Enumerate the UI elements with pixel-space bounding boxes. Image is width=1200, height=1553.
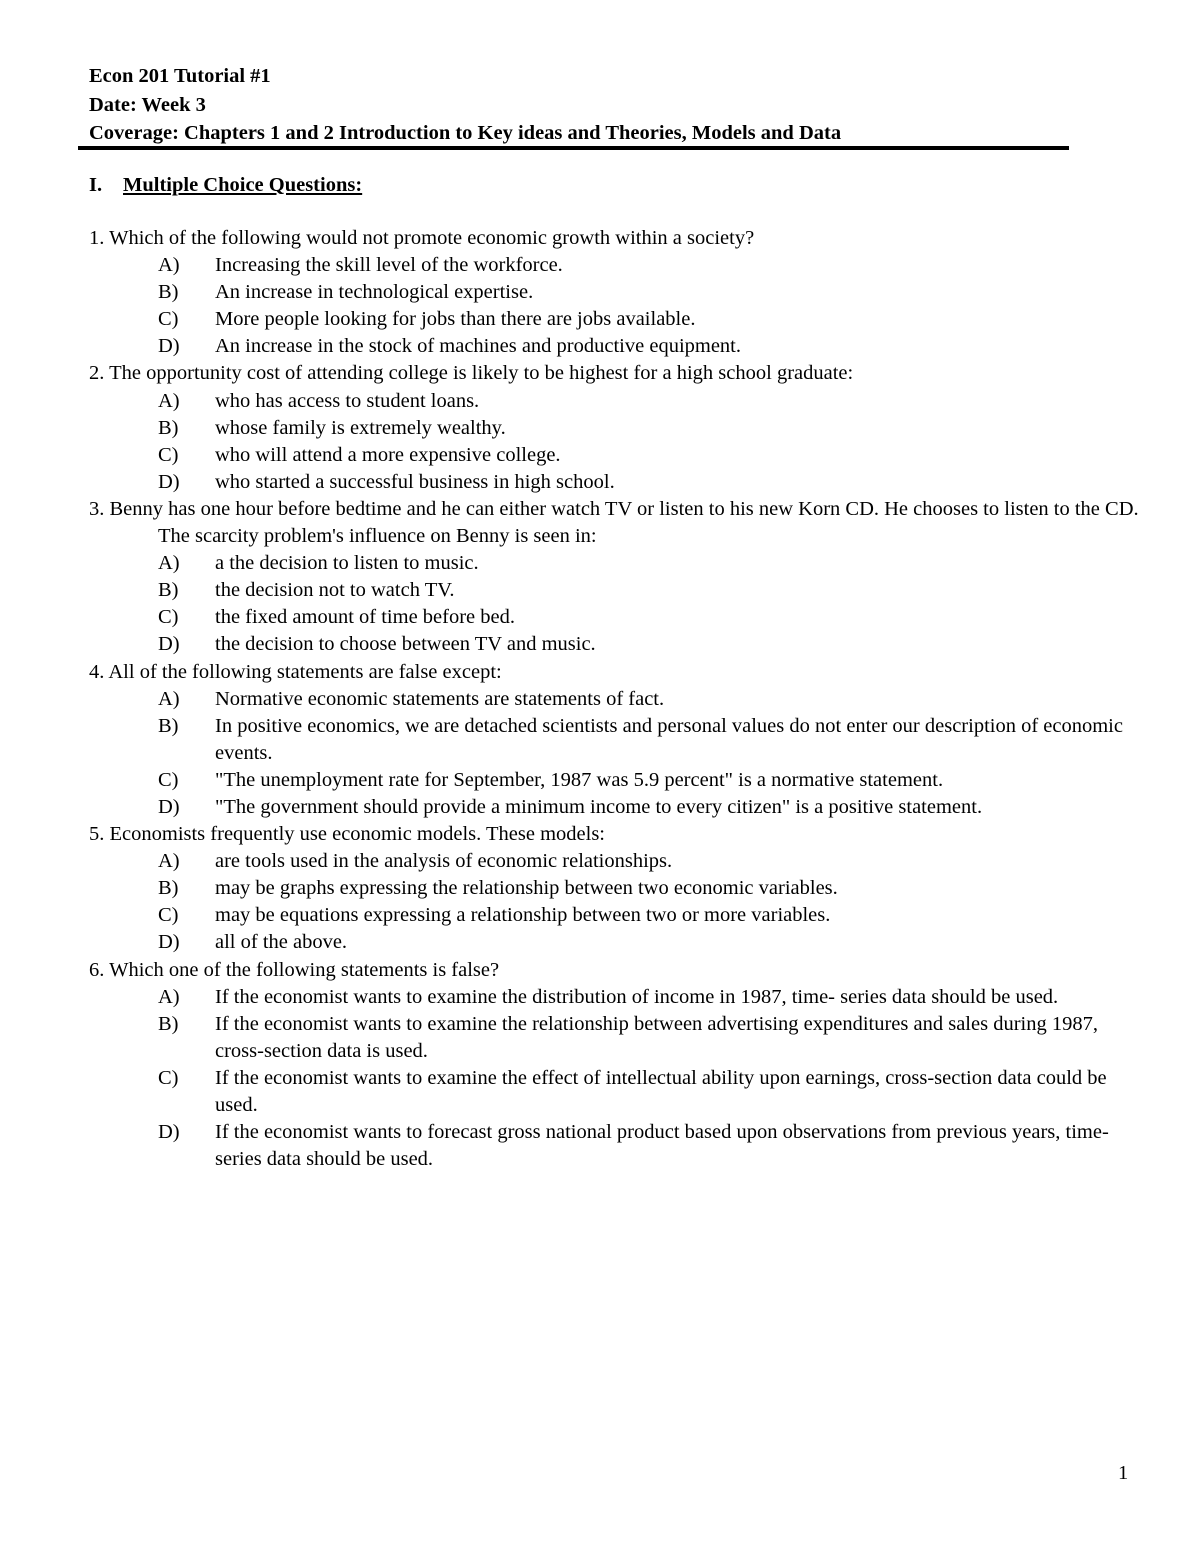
question-6: [89, 957, 1149, 1174]
option-d: [89, 631, 1149, 658]
option-text: who started a successful business in high school.: [215, 470, 615, 493]
option-text: Increasing the skill level of the workforce.: [215, 254, 563, 277]
option-text: An increase in the stock of machines and productive equipment.: [215, 335, 742, 358]
question-stem: 3. Benny has one hour before bedtime and he can either watch TV or listen to his new Korn CD. He chooses to listen to the CD. The scarcity problem's influence on Benny is seen in:: [89, 497, 1139, 548]
option-text: If the economist wants to examine the effect of intellectual ability upon earnings, cross-section data could be used.: [215, 1066, 1107, 1116]
question-stem: 5. Economists frequently use economic models. These models:: [89, 823, 606, 846]
option-a: [89, 686, 1149, 713]
question-3: [89, 496, 1149, 659]
option-text: a the decision to listen to music.: [215, 552, 479, 575]
option-letter: D): [158, 795, 180, 818]
option-letter: B): [158, 281, 179, 304]
option-c: [89, 604, 1149, 631]
question-stem: 2. The opportunity cost of attending college is likely to be highest for a high school graduate:: [89, 362, 854, 385]
option-d: [89, 794, 1149, 821]
option-letter: B): [158, 579, 179, 602]
section-title: Multiple Choice Questions:: [123, 174, 363, 196]
option-text: who has access to student loans.: [215, 389, 480, 412]
option-text: the decision to choose between TV and music.: [215, 633, 596, 656]
option-b: [89, 1011, 1149, 1065]
tutorial-date: Date: Week 3: [89, 93, 206, 116]
header-divider: [78, 146, 1069, 150]
option-text: the decision not to watch TV.: [215, 579, 455, 602]
option-d: [89, 333, 1149, 360]
option-b: [89, 875, 1149, 902]
question-5: [89, 821, 1149, 956]
option-letter: C): [158, 606, 179, 629]
option-letter: D): [158, 470, 180, 493]
option-letter: C): [158, 443, 179, 466]
option-letter: D): [158, 335, 180, 358]
option-text: are tools used in the analysis of economic relationships.: [215, 850, 673, 873]
tutorial-title: Econ 201 Tutorial #1: [89, 65, 271, 87]
option-b: [89, 713, 1149, 767]
option-c: [89, 442, 1149, 469]
option-letter: A): [158, 687, 180, 710]
option-c: [89, 902, 1149, 929]
option-letter: A): [158, 552, 180, 575]
option-a: [89, 252, 1149, 279]
option-text: "The unemployment rate for September, 1987 was 5.9 percent" is a normative statement.: [215, 768, 944, 791]
option-text: who will attend a more expensive college.: [215, 443, 561, 466]
question-stem: 4. All of the following statements are false except:: [89, 660, 502, 683]
option-text: whose family is extremely wealthy.: [215, 416, 506, 439]
option-text: More people looking for jobs than there are jobs available.: [215, 308, 696, 331]
option-letter: D): [158, 931, 180, 954]
option-d: [89, 929, 1149, 956]
option-text: If the economist wants to examine the distribution of income in 1987, time- series data should be used.: [215, 985, 1059, 1008]
option-letter: A): [158, 389, 180, 412]
option-letter: B): [158, 877, 179, 900]
option-b: [89, 415, 1149, 442]
option-letter: C): [158, 308, 179, 331]
option-text: may be graphs expressing the relationship between two economic variables.: [215, 877, 838, 900]
page-number: 1: [1118, 1462, 1129, 1484]
option-letter: B): [158, 1012, 179, 1035]
option-text: If the economist wants to examine the relationship between advertising expenditures and sales during 1987, cross-section data is used.: [215, 1012, 1098, 1062]
section-number: I.: [89, 174, 103, 196]
option-c: [89, 767, 1149, 794]
question-1: [89, 225, 1149, 360]
option-letter: B): [158, 416, 179, 439]
option-a: [89, 984, 1149, 1011]
document-header: [89, 62, 1069, 148]
option-letter: A): [158, 985, 180, 1008]
option-text: may be equations expressing a relationship between two or more variables.: [215, 904, 831, 927]
question-list: [89, 225, 1149, 1173]
option-text: all of the above.: [215, 931, 348, 954]
option-letter: D): [158, 633, 180, 656]
option-b: [89, 279, 1149, 306]
option-letter: B): [158, 714, 179, 737]
option-b: [89, 577, 1149, 604]
option-a: [89, 848, 1149, 875]
option-a: [89, 550, 1149, 577]
question-stem: 6. Which one of the following statements is false?: [89, 958, 500, 981]
option-letter: A): [158, 254, 180, 277]
section-heading: [89, 171, 362, 199]
option-c: [89, 1065, 1149, 1119]
question-4: [89, 659, 1149, 822]
option-text: the fixed amount of time before bed.: [215, 606, 515, 629]
option-text: Normative economic statements are statements of fact.: [215, 687, 665, 710]
option-text: If the economist wants to forecast gross national product based upon observations from previous years, time-series data should be used.: [215, 1121, 1109, 1171]
option-text: "The government should provide a minimum income to every citizen" is a positive statement.: [215, 795, 983, 818]
option-a: [89, 388, 1149, 415]
option-letter: C): [158, 768, 179, 791]
question-2: [89, 360, 1149, 495]
option-letter: C): [158, 1066, 179, 1089]
option-d: [89, 1119, 1149, 1173]
option-text: In positive economics, we are detached scientists and personal values do not enter our description of economic events.: [215, 714, 1123, 764]
option-letter: A): [158, 850, 180, 873]
tutorial-coverage: Coverage: Chapters 1 and 2 Introduction to Key ideas and Theories, Models and Data: [89, 122, 842, 144]
option-c: [89, 306, 1149, 333]
question-stem: 1. Which of the following would not promote economic growth within a society?: [89, 227, 755, 249]
option-letter: C): [158, 904, 179, 927]
option-text: An increase in technological expertise.: [215, 281, 534, 304]
option-d: [89, 469, 1149, 496]
option-letter: D): [158, 1121, 180, 1144]
